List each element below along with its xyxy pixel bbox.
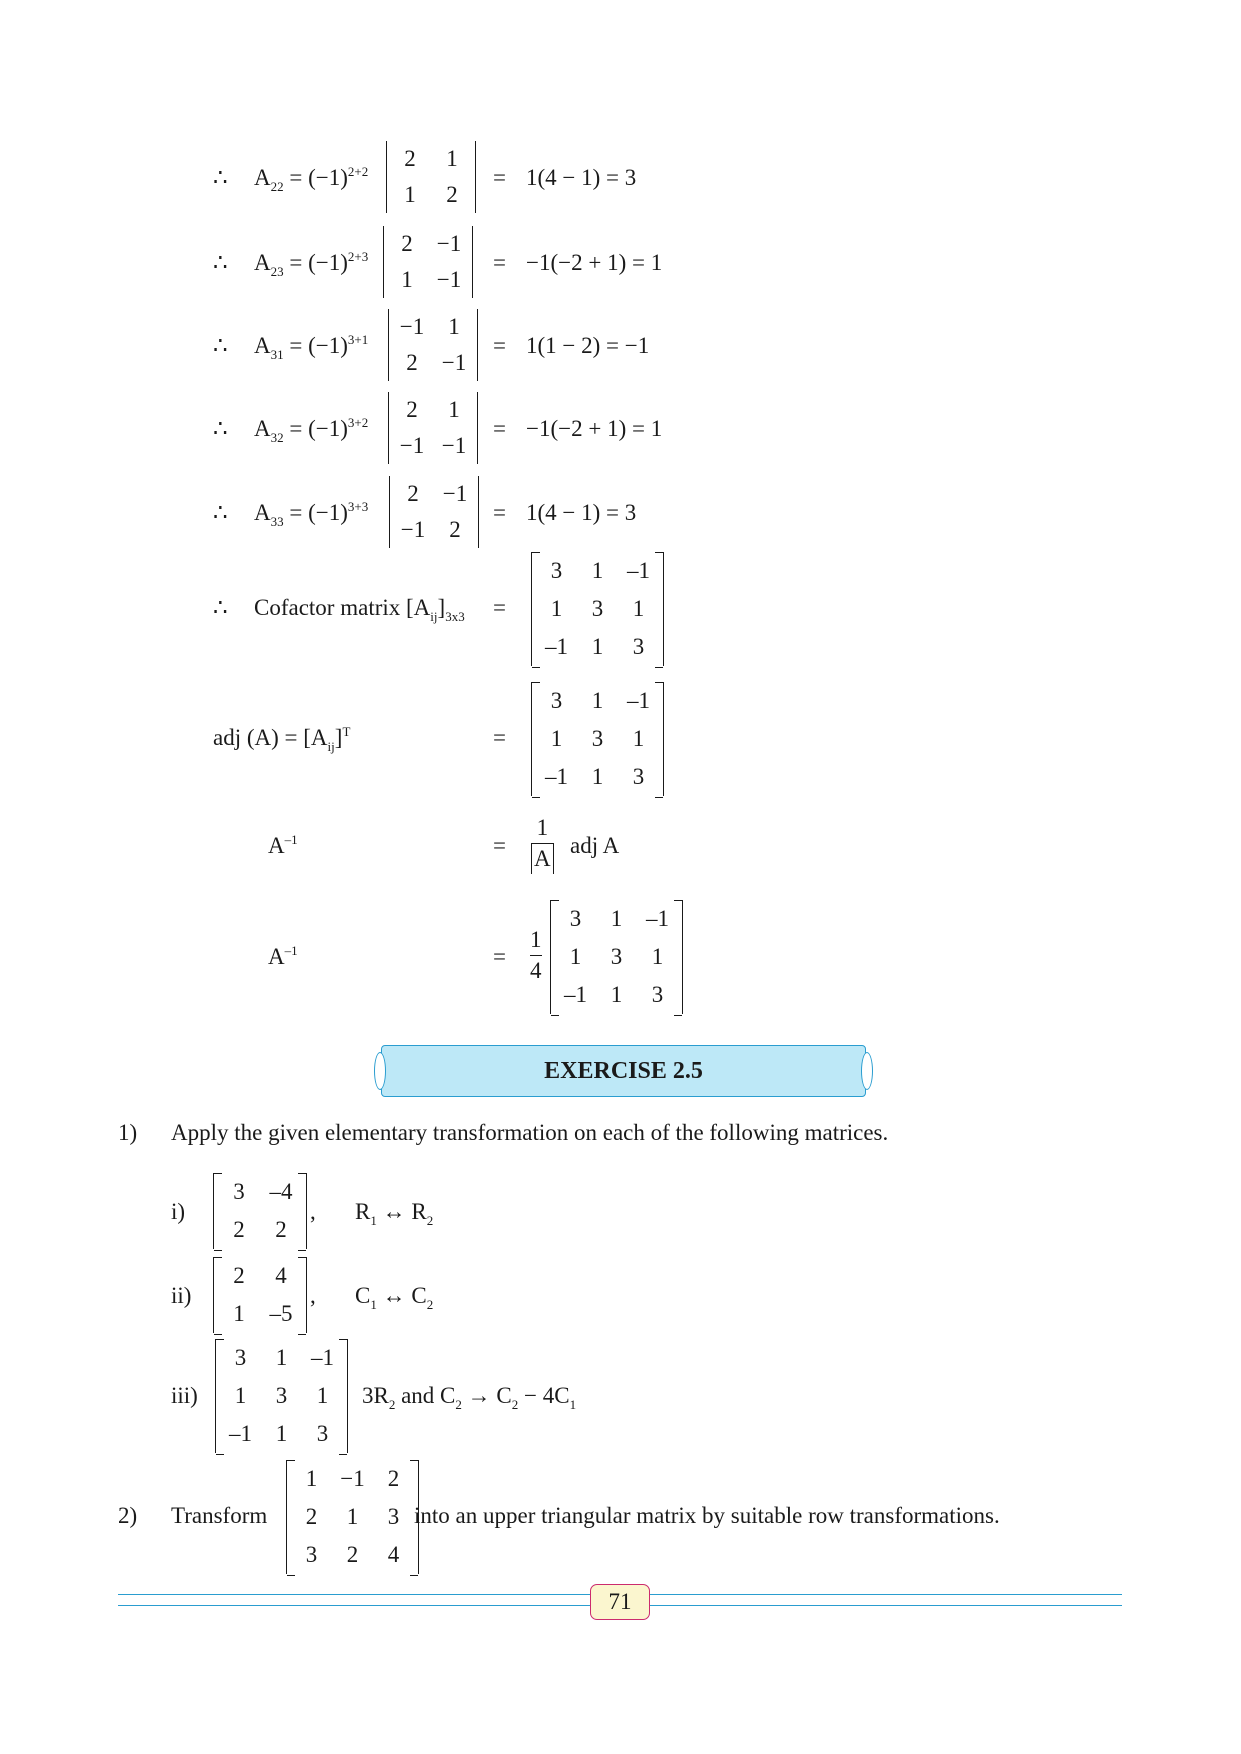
- question-text: into an upper triangular matrix by suitable row transformations.: [414, 1503, 1000, 1528]
- part-matrix: 3 –4 2 2: [213, 1173, 307, 1249]
- transformation: $C_1$ ↔ $C_2$: [355, 1283, 434, 1312]
- transformation: $R_1$ ↔ $R_2$: [355, 1199, 434, 1228]
- therefore-symbol: ∴: [213, 595, 228, 620]
- part-label: ii): [171, 1283, 192, 1308]
- minor-determinant: 2 −1 −1 2: [389, 476, 479, 548]
- adjoint-matrix: 3 1 –1 1 3 1 –1 1 3: [531, 682, 664, 796]
- cofactor-matrix-label: Cofactor matrix $[A_{ij}]_{3x3}$: [254, 595, 465, 624]
- inverse-label: $A^{-1}$: [268, 943, 298, 969]
- adj-a-text: adj A: [570, 833, 620, 858]
- therefore-symbol: ∴: [213, 500, 228, 525]
- question-2-matrix: 1 −1 2 2 1 3 3 2 4: [286, 1460, 419, 1574]
- therefore-symbol: ∴: [213, 333, 228, 358]
- inverse-matrix: 3 1 –1 1 3 1 –1 1 3: [550, 900, 683, 1014]
- cofactor-matrix: 3 1 –1 1 3 1 –1 1 3: [531, 552, 664, 666]
- cofactor-lhs: $A_{23} = (-1)^{2+3}$: [254, 249, 369, 279]
- cofactor-lhs: $A_{22} = (-1)^{2+2}$: [254, 164, 369, 194]
- equals-sign: =: [493, 165, 506, 190]
- question-text: Apply the given elementary transformation on each of the following matrices.: [171, 1120, 889, 1145]
- equals-sign: =: [493, 833, 506, 858]
- comma: ,: [310, 1199, 316, 1224]
- cofactor-lhs: $A_{31} = (-1)^{3+1}$: [254, 332, 369, 362]
- cofactor-result: 1(1 − 2) = −1: [526, 333, 650, 358]
- exercise-title: EXERCISE 2.5: [544, 1057, 703, 1084]
- minor-determinant: 2 1 −1 −1: [388, 392, 478, 464]
- part-label: iii): [171, 1383, 198, 1408]
- transformation: $3R_2$ and $C_2 \to C_2 - 4C_1$: [362, 1383, 577, 1412]
- page-number-box: [590, 1584, 650, 1620]
- cofactor-result: −1(−2 + 1) = 1: [526, 250, 663, 275]
- page-number: 71: [608, 1589, 632, 1614]
- equals-sign: =: [493, 333, 506, 358]
- cofactor-result: −1(−2 + 1) = 1: [526, 416, 663, 441]
- fraction-one-fourth: 1 4: [530, 927, 542, 983]
- cofactor-result: 1(4 − 1) = 3: [526, 500, 637, 525]
- therefore-symbol: ∴: [213, 165, 228, 190]
- question-number: 2): [118, 1503, 138, 1528]
- cofactor-lhs: $A_{32} = (-1)^{3+2}$: [254, 415, 369, 445]
- equals-sign: =: [493, 500, 506, 525]
- adjoint-label: adj $(A) = [A_{ij}]^T$: [213, 724, 351, 754]
- therefore-symbol: ∴: [213, 250, 228, 275]
- equals-sign: =: [493, 250, 506, 275]
- cofactor-result: 1(4 − 1) = 3: [526, 165, 637, 190]
- equals-sign: =: [493, 944, 506, 969]
- comma: ,: [310, 1283, 316, 1308]
- question-number: 1): [118, 1120, 138, 1145]
- therefore-symbol: ∴: [213, 416, 228, 441]
- exercise-banner: [381, 1045, 866, 1097]
- part-matrix: 3 1 –1 1 3 1 –1 1 3: [215, 1339, 348, 1453]
- equals-sign: =: [493, 595, 506, 620]
- equals-sign: =: [493, 725, 506, 750]
- equals-sign: =: [493, 416, 506, 441]
- minor-determinant: 2 1 1 2: [386, 141, 476, 213]
- inverse-label: $A^{-1}$: [268, 832, 298, 858]
- fraction-one-over-det: 1 A: [531, 813, 554, 874]
- cofactor-lhs: $A_{33} = (-1)^{3+3}$: [254, 499, 369, 529]
- part-matrix: 2 4 1 –5: [213, 1257, 307, 1333]
- question-text: Transform: [171, 1503, 268, 1528]
- minor-determinant: −1 1 2 −1: [388, 309, 478, 381]
- part-label: i): [171, 1199, 186, 1224]
- minor-determinant: 2 −1 1 −1: [383, 226, 473, 298]
